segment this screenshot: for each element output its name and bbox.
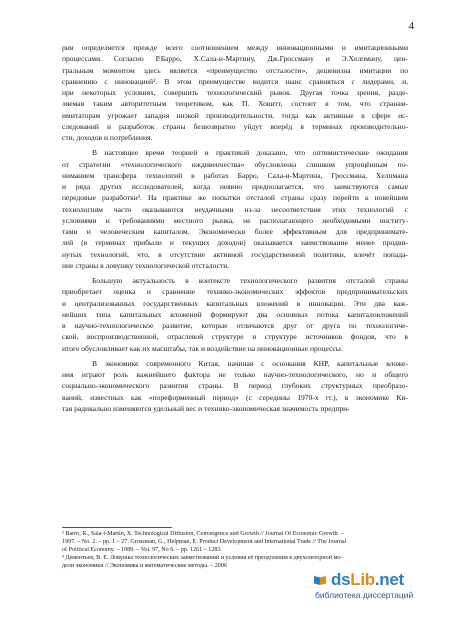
paragraph-line: ния играют роль важнейшего фактора не только научно-технологического, но и общего [62,370,408,379]
watermark-logo [313,570,404,590]
paragraph-line: тральным моментом здесь является «преимущество отсталости», дешевизна имитации по [62,65,408,75]
paragraph-line: в научно-технологическое развитие, которые отличаются друг от друга по технологиче- [62,321,408,330]
footnote-line: 1997. – No. 2. – pp. 1 – 27. Grossman, G., Helpman, E. Product Development and International Trade // The Journal [62,538,347,545]
paragraph-line: и ряда других исследователей, когда неявно предполагается, что заимствуются самые [62,182,408,191]
paragraph-line: сравнению с инновацией². В этом преимуществе видится шанс сравняться с лидерами, и, [62,76,408,86]
paragraph-line: при некоторых условиях, совершить технологический рывок. Другая точка зрения, разде- [62,88,408,97]
footnote-line: ³ Дементьев, В. Е. Ловушка технологических заимствований и условия её преодоления в двухсекторной мо- [62,554,343,561]
paragraph-line: процессами. Согласно Р.Барро, Х.Сала-и-Мартину, Дж.Гроссману и Э.Хелпману, цен- [62,54,408,64]
paragraph-line: рия определяется прежде всего соотношением между инновационными и имитационными [62,43,408,52]
paragraph-line: Большую актуальность в контексте технологического развития отсталой страны [92,276,408,285]
logo-domain: .net [374,570,404,589]
paragraph-line: В экономике современного Китая, начиная с основания КНР, капитальные вложе- [92,358,408,368]
paragraph-line: сти, доходов и потребления. [62,133,153,142]
page-number: 4 [408,20,414,32]
paragraph-line: передовые разработки³. На практике же попытки отсталой страны сразу перейти к новейшим [62,193,408,203]
paragraph-line: условиями и требованиями местного рынка, не располагающего необходимыми институ- [62,215,408,225]
paragraph-line: приобретает оценка и сравнение технико-экономических эффектов предпринимательских [62,287,408,297]
footnote-line: of Political Economy. – 1989. – Vol. 97, No 6. – pp. 1261 – 1283. [62,546,223,553]
paragraph-line: ние страны в ловушку технологической отсталости. [62,260,230,270]
footnotes [62,531,408,571]
body-text [62,42,408,414]
paragraph-line: ляемая таким авторитетным теоретиком, как П. Ховитт, состоит в том, что странам- [62,99,408,109]
paragraph-line: итоге обусловливает как их масштабы, так и воздействие на инновационные процессы. [62,343,343,353]
logo-ds: ds [331,570,351,589]
paragraph-line: нутых технологий, что, в отсутствие активной государственной политики, влечёт попада- [62,249,408,259]
footnote-line: дели экономики // Экономика и математические методы. – 2006 [62,562,227,569]
footnote-rule [62,527,172,528]
logo-lib: Lib [350,570,375,589]
paragraph-line: имитаторам угрожает западня низкой производительности, тогда как активные в сфере ис- [62,110,408,120]
paragraph-line: от стратегии «технологического иждивенчества» обусловлены слишком упрощённым по- [62,159,408,169]
paragraph-line: тами и человеческим капиталом. Экономически более эффективным для предпринимате- [62,227,408,236]
paragraph-line: технологиям часто оказываются неудачными из-за несоответствия этих технологий с [62,204,408,214]
paragraph-line: лей (в терминах прибыли и текущих доходов) оказывается заимствование менее продви- [62,238,408,248]
paragraph-line: и централизованных государственных капитальных вложений в инновации. Эти два важ- [62,298,408,308]
paragraph-line: ниманием трансфера технологий в работах Барро, Сала-и-Мартина, Гроссмана, Хелпмана [62,170,408,180]
paragraph-line: следований и разработок страны безвозвратно уйдут вперёд в терминах производительно- [62,121,408,131]
paragraph-line: социально-экономического развития страны. В период глубоких структурных преобразо- [62,381,408,391]
watermark [313,570,438,608]
paragraph-line: В настоящее время теорией и практикой доказано, что оптимистические ожидания [92,148,408,158]
paragraph-line: нейших типа капитальных вложений формируют два основных потока капиталовложений [62,309,408,319]
paragraph-line: ской, воспроизводственной, отраслевой структуре и структуре источников фондов, что в [62,332,408,342]
paragraph-line: тая радикально изменяются удельный вес и технико-экономическая значимость предпри- [62,403,350,413]
watermark-subtitle: библиотека диссертаций [315,590,414,600]
paragraph-line: ваний, известных как «пореформенный период» (с середины 1970-х гг.), в экономике Ки- [62,392,408,402]
book-icon [313,574,327,586]
footnote-line: ² Barro, R., Sala-i-Martin, X. Technological Diffusion, Convergence and Growth // Journal Of Economic Growth. – [62,531,344,537]
